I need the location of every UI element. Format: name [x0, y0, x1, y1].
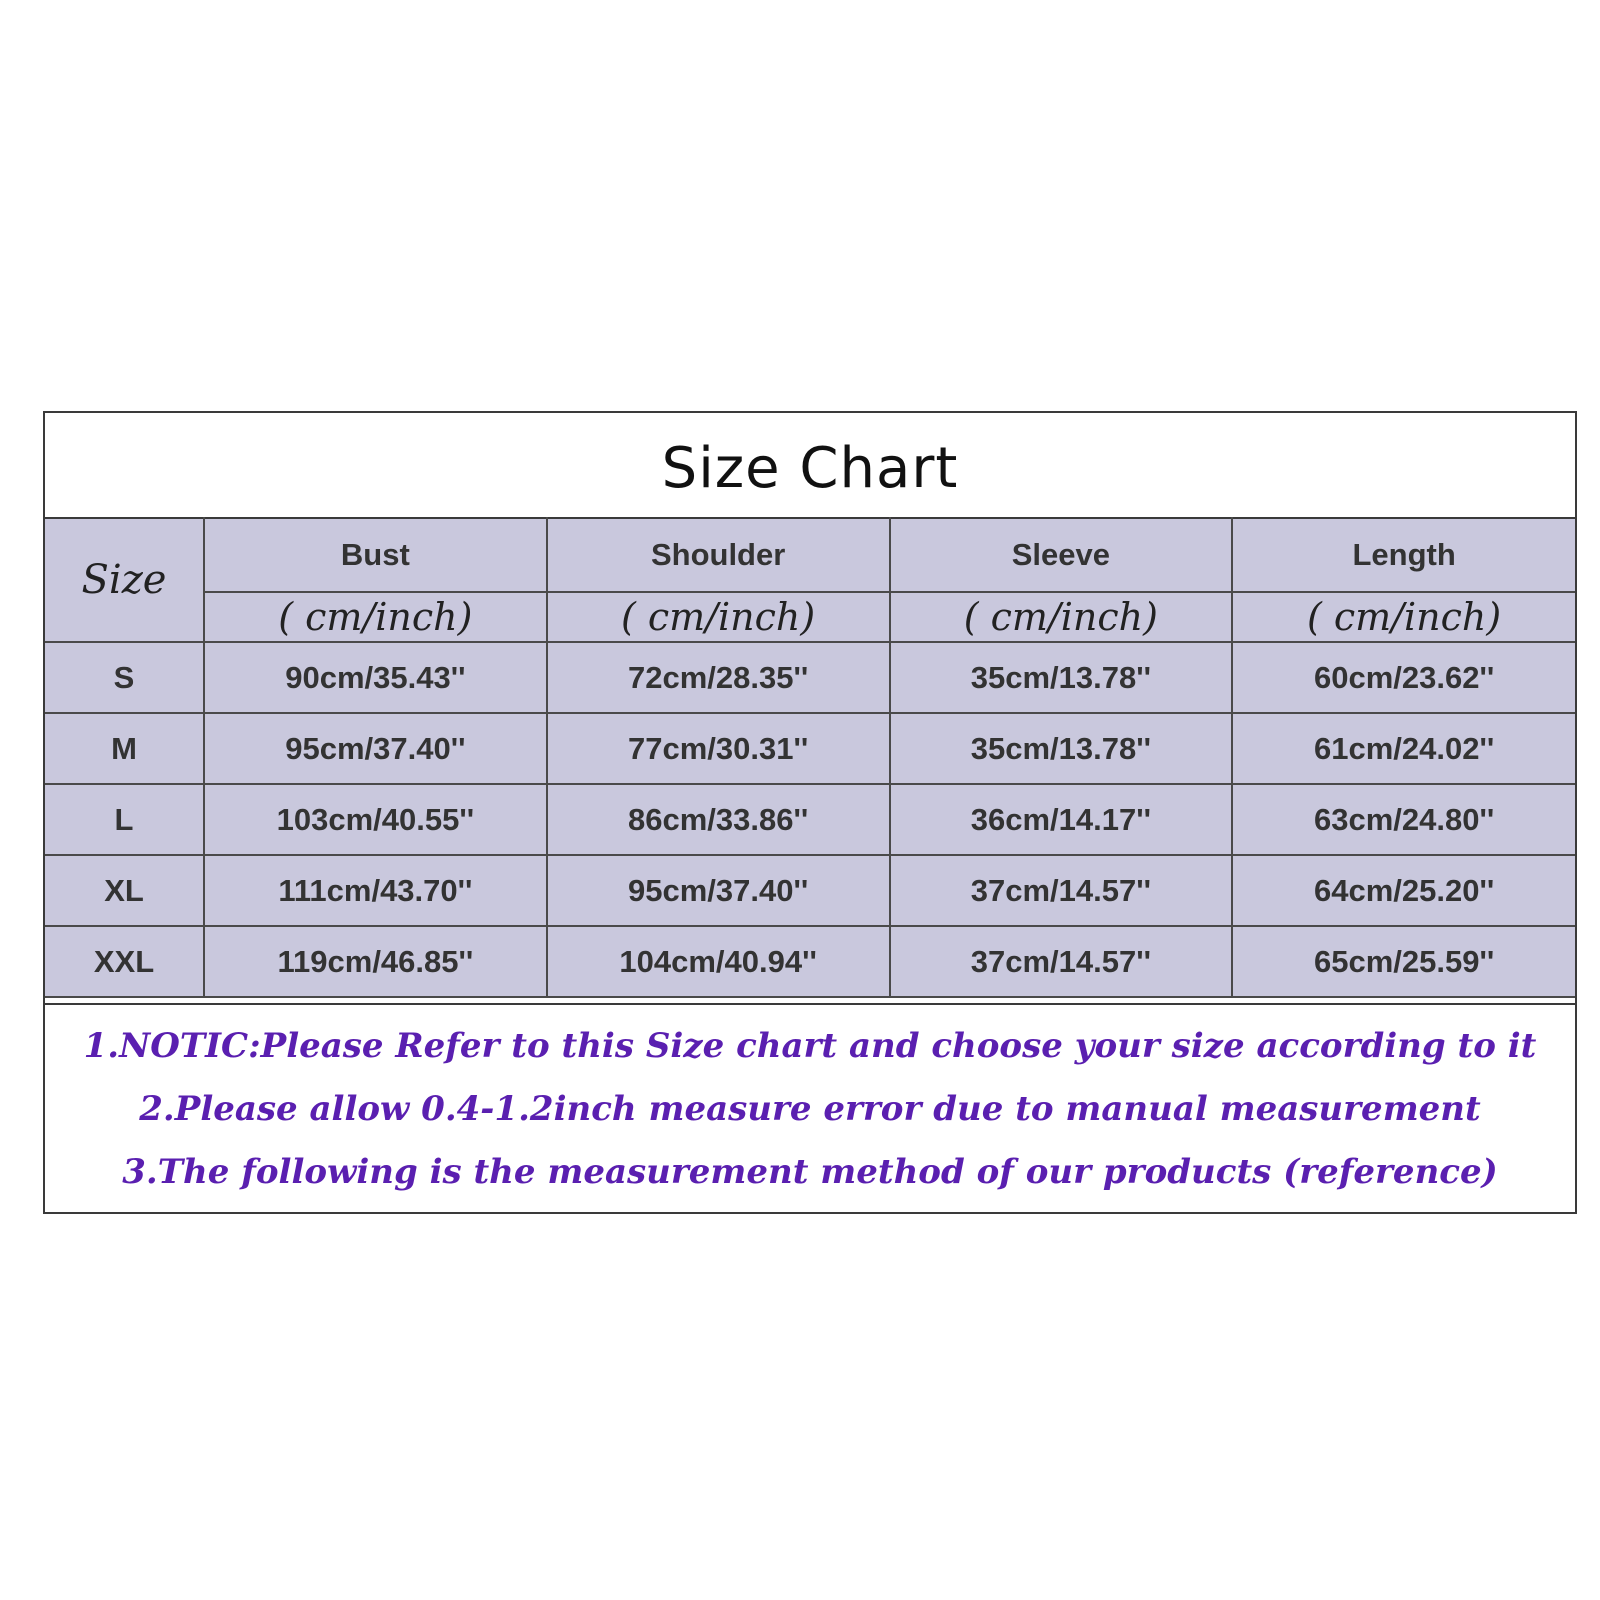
- table-row: [45, 713, 1575, 784]
- size-chart: [43, 411, 1577, 1214]
- unit-label: ( cm/inch): [547, 592, 890, 642]
- size-cell: S: [45, 642, 204, 713]
- length-cell: 65cm/25.59'': [1232, 926, 1575, 997]
- size-cell: M: [45, 713, 204, 784]
- bust-cell: 111cm/43.70'': [204, 855, 547, 926]
- length-cell: 63cm/24.80'': [1232, 784, 1575, 855]
- column-header-shoulder: Shoulder: [547, 518, 890, 592]
- length-cell: 60cm/23.62'': [1232, 642, 1575, 713]
- unit-label: ( cm/inch): [204, 592, 547, 642]
- table-row: [45, 784, 1575, 855]
- column-header-length: Length: [1232, 518, 1575, 592]
- table-row: [45, 855, 1575, 926]
- note-line: 1.NOTIC:Please Refer to this Size chart and choose your size according to it: [83, 1026, 1537, 1066]
- length-cell: 64cm/25.20'': [1232, 855, 1575, 926]
- bust-cell: 95cm/37.40'': [204, 713, 547, 784]
- bust-cell: 103cm/40.55'': [204, 784, 547, 855]
- size-table: [45, 517, 1575, 998]
- note-line: 3.The following is the measurement method of our products (reference): [122, 1152, 1498, 1192]
- unit-label: ( cm/inch): [1232, 592, 1575, 642]
- column-header-sleeve: Sleeve: [890, 518, 1233, 592]
- shoulder-cell: 95cm/37.40'': [547, 855, 890, 926]
- size-cell: XXL: [45, 926, 204, 997]
- size-cell: XL: [45, 855, 204, 926]
- unit-row: [45, 592, 1575, 642]
- sleeve-cell: 37cm/14.57'': [890, 855, 1233, 926]
- chart-title: Size Chart: [661, 435, 959, 501]
- unit-label: ( cm/inch): [890, 592, 1233, 642]
- header-row: [45, 518, 1575, 592]
- shoulder-cell: 77cm/30.31'': [547, 713, 890, 784]
- sleeve-cell: 35cm/13.78'': [890, 642, 1233, 713]
- notes-section: [45, 1003, 1575, 1214]
- table-row: [45, 926, 1575, 997]
- sleeve-cell: 37cm/14.57'': [890, 926, 1233, 997]
- table-row: [45, 642, 1575, 713]
- note-line: 2.Please allow 0.4-1.2inch measure error due to manual measurement: [139, 1089, 1481, 1129]
- column-header-bust: Bust: [204, 518, 547, 592]
- shoulder-cell: 86cm/33.86'': [547, 784, 890, 855]
- length-cell: 61cm/24.02'': [1232, 713, 1575, 784]
- bust-cell: 119cm/46.85'': [204, 926, 547, 997]
- size-cell: L: [45, 784, 204, 855]
- shoulder-cell: 72cm/28.35'': [547, 642, 890, 713]
- bust-cell: 90cm/35.43'': [204, 642, 547, 713]
- size-column-header: Size: [45, 518, 204, 642]
- sleeve-cell: 35cm/13.78'': [890, 713, 1233, 784]
- sleeve-cell: 36cm/14.17'': [890, 784, 1233, 855]
- shoulder-cell: 104cm/40.94'': [547, 926, 890, 997]
